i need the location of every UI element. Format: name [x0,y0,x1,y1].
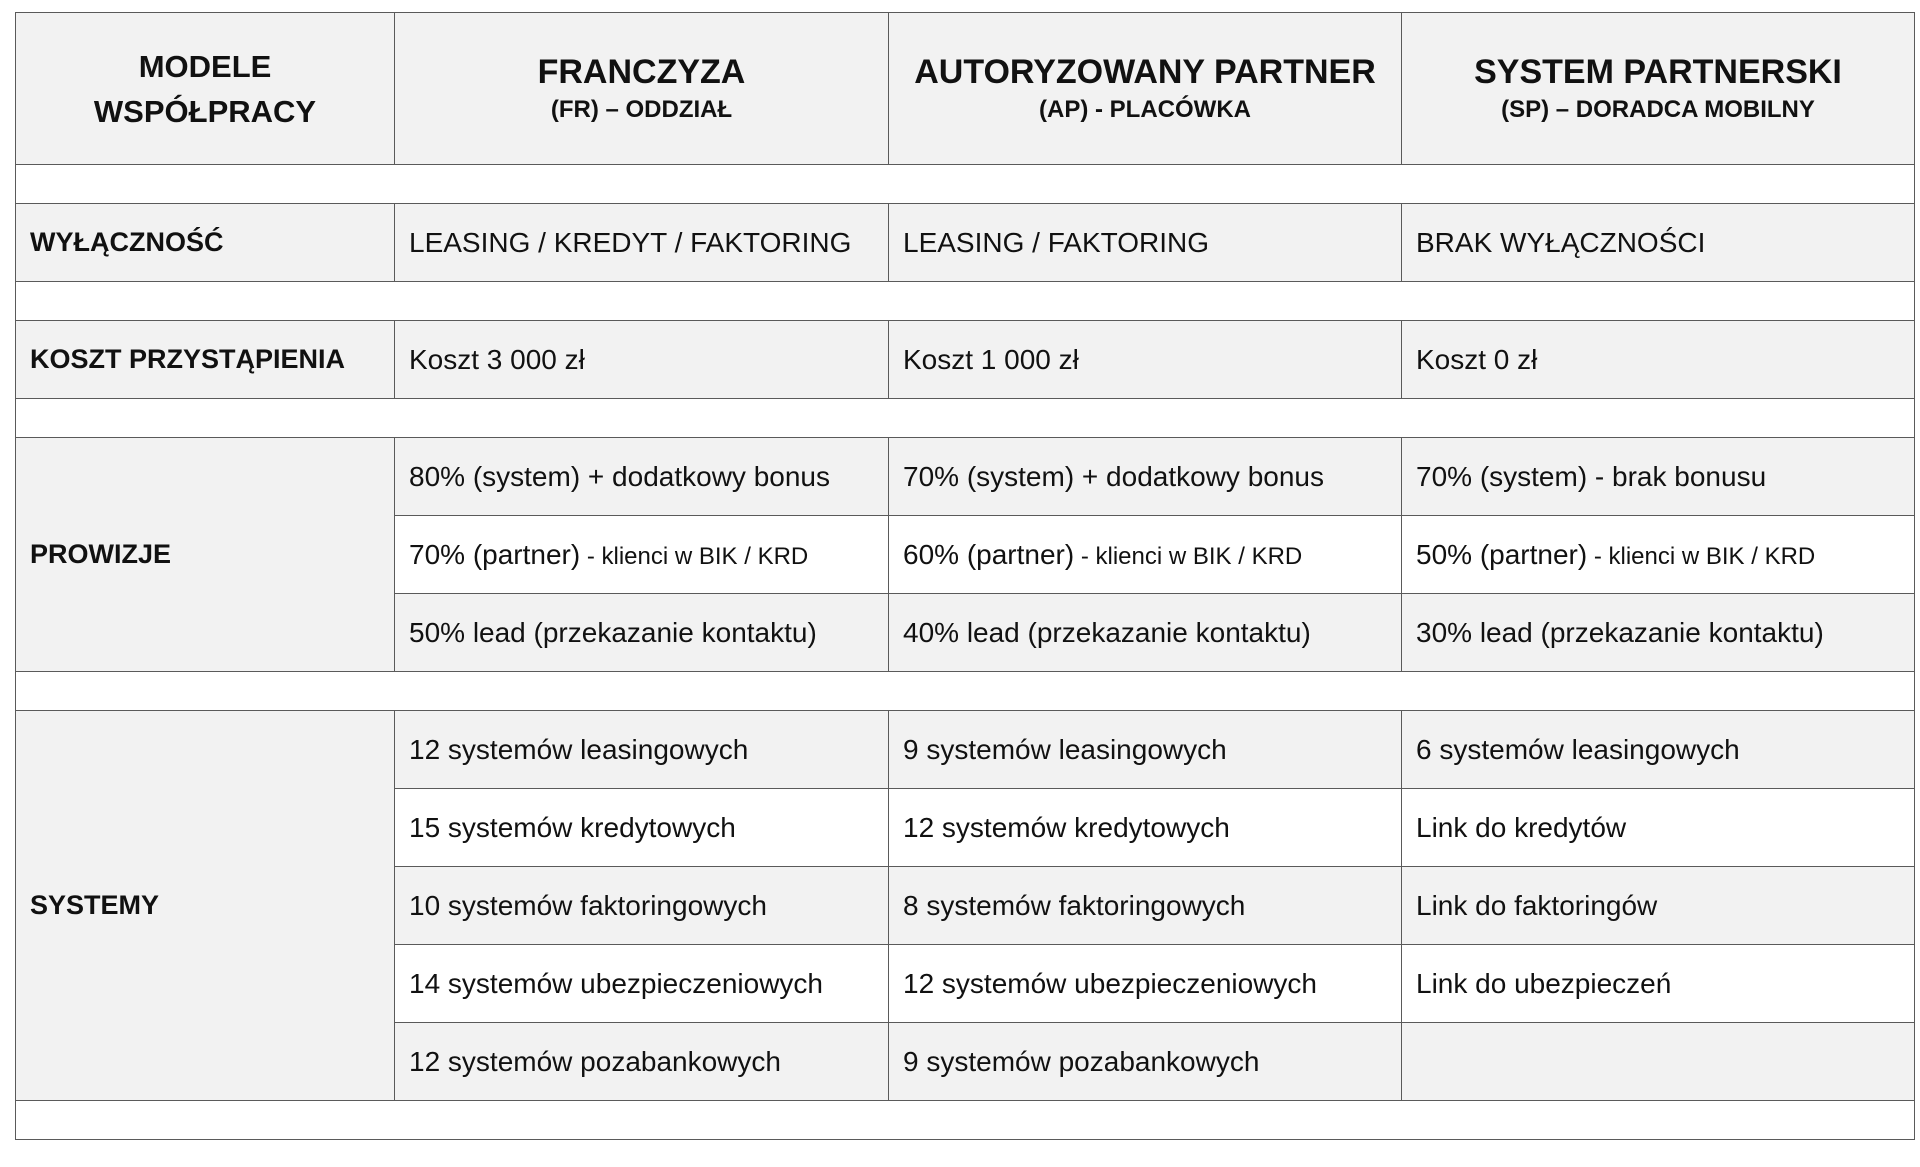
cell-commission-sp-2 [1402,516,1915,594]
cell-systems-fr-1: 12 systemów leasingowych [395,711,889,789]
cell-systems-fr-5: 12 systemów pozabankowych [395,1023,889,1101]
cell-systems-fr-3: 10 systemów faktoringowych [395,867,889,945]
comparison-table-container [15,12,1914,1140]
cell-systems-fr-4: 14 systemów ubezpieczeniowych [395,945,889,1023]
commission-sp-2-note: - klienci w BIK / KRD [1587,542,1816,570]
commission-ap-2-note: - klienci w BIK / KRD [1074,542,1303,570]
header-models-line2: WSPÓŁPRACY [93,93,317,129]
commission-fr-2-note: - klienci w BIK / KRD [580,542,809,570]
header-ap-title: AUTORYZOWANY PARTNER [914,52,1376,91]
commission-fr-2-main: 70% (partner) [409,538,581,570]
header-franchise-title: FRANCZYZA [537,52,746,91]
cell-commission-ap-3: 40% lead (przekazanie kontaktu) [889,594,1402,672]
spacer-row [16,282,1915,321]
cell-systems-ap-4: 12 systemów ubezpieczeniowych [889,945,1402,1023]
label-systems: SYSTEMY [16,711,395,1101]
cooperation-models-table [15,12,1915,1140]
label-cost: KOSZT PRZYSTĄPIENIA [16,321,395,399]
header-models [16,13,395,165]
cell-systems-sp-5 [1402,1023,1915,1101]
cell-systems-fr-2: 15 systemów kredytowych [395,789,889,867]
header-sp-sub: (SP) – DORADCA MOBILNY [1501,95,1815,123]
cell-systems-ap-3: 8 systemów faktoringowych [889,867,1402,945]
commission-sp-2-main: 50% (partner) [1416,538,1588,570]
table-header-row [16,13,1915,165]
cell-systems-sp-4: Link do ubezpieczeń [1402,945,1915,1023]
cell-commission-sp-3: 30% lead (przekazanie kontaktu) [1402,594,1915,672]
header-partner-system [1402,13,1915,165]
cell-systems-sp-2: Link do kredytów [1402,789,1915,867]
cell-exclusivity-ap: LEASING / FAKTORING [889,204,1402,282]
cell-commission-fr-3: 50% lead (przekazanie kontaktu) [395,594,889,672]
cell-commission-fr-1: 80% (system) + dodatkowy bonus [395,438,889,516]
spacer-row [16,165,1915,204]
cell-commission-fr-2 [395,516,889,594]
header-authorized-partner [889,13,1402,165]
cell-commission-ap-1: 70% (system) + dodatkowy bonus [889,438,1402,516]
row-cost [16,321,1915,399]
spacer-row [16,672,1915,711]
label-commissions: PROWIZJE [16,438,395,672]
cell-commission-sp-1: 70% (system) - brak bonusu [1402,438,1915,516]
header-franchise-sub: (FR) – ODDZIAŁ [550,95,733,123]
cell-cost-ap: Koszt 1 000 zł [889,321,1402,399]
cell-systems-sp-3: Link do faktoringów [1402,867,1915,945]
header-ap-sub: (AP) - PLACÓWKA [1039,95,1251,123]
commission-ap-2-main: 60% (partner) [903,538,1075,570]
spacer-row [16,399,1915,438]
spacer-row [16,1101,1915,1140]
cell-cost-sp: Koszt 0 zł [1402,321,1915,399]
cell-exclusivity-fr: LEASING / KREDYT / FAKTORING [395,204,889,282]
label-exclusivity: WYŁĄCZNOŚĆ [16,204,395,282]
cell-systems-ap-5: 9 systemów pozabankowych [889,1023,1402,1101]
row-commission-1 [16,438,1915,516]
cell-commission-ap-2 [889,516,1402,594]
cell-systems-ap-2: 12 systemów kredytowych [889,789,1402,867]
header-sp-title: SYSTEM PARTNERSKI [1474,52,1842,91]
header-franchise [395,13,889,165]
cell-cost-fr: Koszt 3 000 zł [395,321,889,399]
cell-systems-sp-1: 6 systemów leasingowych [1402,711,1915,789]
cell-systems-ap-1: 9 systemów leasingowych [889,711,1402,789]
cell-exclusivity-sp: BRAK WYŁĄCZNOŚCI [1402,204,1915,282]
header-models-line1: MODELE [138,48,272,84]
row-systems-1 [16,711,1915,789]
row-exclusivity [16,204,1915,282]
